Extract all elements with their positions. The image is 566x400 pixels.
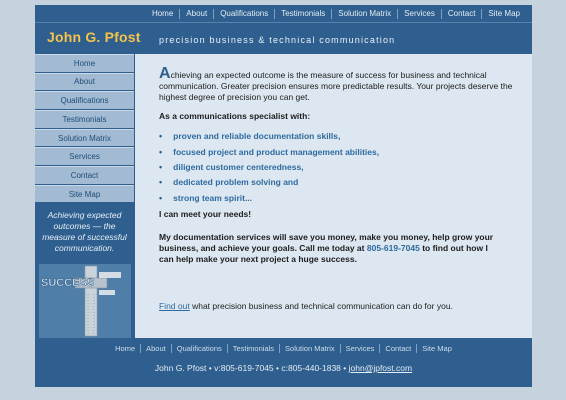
footer-nav-solution-matrix[interactable]: Solution Matrix bbox=[279, 344, 340, 353]
brand-name: John G. Pfost bbox=[47, 29, 141, 45]
phone-number: 805-619-7045 bbox=[366, 243, 420, 253]
findout-text: what precision business and technical communication can do for you. bbox=[192, 301, 453, 311]
sidebar-item-solution-matrix[interactable]: Solution Matrix bbox=[35, 129, 134, 147]
top-nav bbox=[35, 5, 532, 23]
top-nav-home[interactable]: Home bbox=[151, 8, 174, 18]
intro-paragraph bbox=[159, 65, 519, 103]
footer-email-link[interactable]: john@jpfost.com bbox=[348, 363, 413, 373]
main-content bbox=[135, 54, 532, 338]
bullet-icon: • bbox=[159, 192, 163, 203]
footer-nav-qualifications[interactable]: Qualifications bbox=[171, 344, 227, 353]
tagline: precision business & technical communication bbox=[159, 35, 396, 45]
bullet-icon: • bbox=[159, 161, 163, 172]
skill-text: focused project and product management abilities, bbox=[173, 146, 380, 157]
sidebar-item-services[interactable]: Services bbox=[35, 147, 134, 165]
services-text-1: My documentation services will save you money, make you money, help grow your business, and achieve your goals. Call me today at bbox=[159, 232, 494, 253]
intro-text: chieving an expected outcome is the measure of success for business and technical communication. Greater precision ensures more predictable results. Your projects deserve the highest degree of precision you can get. bbox=[159, 70, 513, 102]
sidebar-item-about[interactable]: About bbox=[35, 73, 134, 91]
footer-nav-home[interactable]: Home bbox=[115, 343, 136, 353]
footer-contact bbox=[35, 363, 532, 373]
sidebar-item-site-map[interactable]: Site Map bbox=[35, 185, 134, 203]
top-nav-qualifications[interactable]: Qualifications bbox=[213, 9, 274, 19]
top-nav-services[interactable]: Services bbox=[397, 9, 441, 19]
success-caliper-image bbox=[39, 264, 131, 338]
top-nav-about[interactable]: About bbox=[179, 9, 213, 19]
footer-nav-about[interactable]: About bbox=[140, 344, 171, 353]
sidebar-item-home[interactable]: Home bbox=[35, 54, 134, 72]
success-art-label: SUCCESS bbox=[41, 277, 95, 289]
skill-text: strong team spirit... bbox=[173, 192, 253, 203]
skill-text: dedicated problem solving and bbox=[173, 177, 299, 188]
skill-text: diligent customer centeredness, bbox=[173, 161, 304, 172]
skills-list-item bbox=[159, 144, 379, 159]
skills-list-item bbox=[159, 160, 379, 175]
page-frame bbox=[35, 5, 532, 387]
sidebar bbox=[35, 54, 134, 338]
meet-needs-text: I can meet your needs! bbox=[159, 209, 252, 219]
footer-nav-contact[interactable]: Contact bbox=[379, 344, 416, 353]
top-nav-solution-matrix[interactable]: Solution Matrix bbox=[331, 9, 397, 19]
footer-nav-services[interactable]: Services bbox=[340, 344, 380, 353]
skills-list-item bbox=[159, 175, 379, 190]
skills-list-item bbox=[159, 129, 379, 144]
bullet-icon: • bbox=[159, 131, 163, 142]
footer-nav-site-map[interactable]: Site Map bbox=[416, 344, 457, 353]
find-out-link[interactable]: Find out bbox=[159, 301, 190, 311]
intro-drop-cap: A bbox=[159, 65, 171, 82]
top-nav-contact[interactable]: Contact bbox=[441, 9, 482, 19]
skills-list bbox=[159, 129, 379, 206]
services-paragraph bbox=[159, 232, 499, 265]
footer-nav-testimonials[interactable]: Testimonials bbox=[227, 344, 279, 353]
services-text-2: to find out how I can help make your next project a huge success. bbox=[159, 243, 488, 264]
site-header bbox=[35, 24, 532, 54]
sidebar-item-qualifications[interactable]: Qualifications bbox=[35, 91, 134, 109]
sidebar-item-testimonials[interactable]: Testimonials bbox=[35, 110, 134, 128]
specialist-lead: As a communications specialist with: bbox=[159, 111, 311, 121]
footer-contact-text: John G. Pfost • v:805-619-7045 • c:805-440-1838 • bbox=[154, 363, 347, 373]
top-nav-testimonials[interactable]: Testimonials bbox=[274, 9, 331, 19]
skill-text: proven and reliable documentation skills, bbox=[173, 131, 341, 142]
sidebar-nav bbox=[35, 54, 134, 202]
bullet-icon: • bbox=[159, 177, 163, 188]
bullet-icon: • bbox=[159, 146, 163, 157]
sidebar-item-contact[interactable]: Contact bbox=[35, 166, 134, 184]
sidebar-quote: Achieving expected outcomes — the measure of successful communication. bbox=[42, 209, 127, 253]
skills-list-item bbox=[159, 191, 379, 206]
footer-nav bbox=[35, 341, 532, 355]
findout-paragraph bbox=[159, 301, 519, 312]
top-nav-site-map[interactable]: Site Map bbox=[481, 9, 526, 19]
